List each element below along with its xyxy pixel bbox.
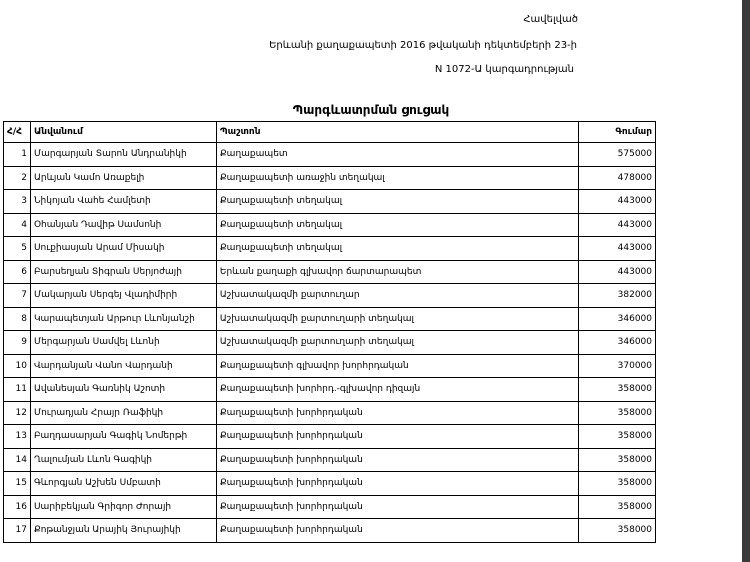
table-row [4,401,656,425]
viewer-background-edge [742,0,750,562]
row-amount: 358000 [579,401,656,425]
header-decree-number: N 1072-Ա կարգադրության [434,64,574,75]
row-amount: 358000 [579,425,656,449]
row-name: Արևյան Կամո Առաքելի [30,166,216,190]
row-position: Քաղաքապետի խորհրդական [216,495,578,519]
row-amount: 443000 [579,237,656,261]
row-position: Քաղաքապետի խորհրդական [216,519,578,543]
table-row [4,378,656,402]
table-row [4,143,656,167]
table-header-row [4,122,656,143]
table-row [4,495,656,519]
row-amount: 443000 [579,213,656,237]
row-amount: 382000 [579,284,656,308]
column-header-number: Հ/Հ [4,122,31,143]
column-header-amount: Գումար [579,122,656,143]
row-amount: 358000 [579,448,656,472]
row-number: 15 [4,472,31,496]
column-header-position: Պաշտոն [216,122,578,143]
row-amount: 358000 [579,378,656,402]
row-position: Քաղաքապետի գլխավոր խորհրդական [216,354,578,378]
row-number: 6 [4,260,31,284]
row-number: 12 [4,401,31,425]
table-row [4,190,656,214]
table-row [4,307,656,331]
row-amount: 370000 [579,354,656,378]
column-header-name: Անվանում [30,122,216,143]
table-row [4,519,656,543]
row-number: 16 [4,495,31,519]
table-row [4,448,656,472]
row-number: 7 [4,284,31,308]
row-amount: 358000 [579,472,656,496]
row-position: Քաղաքապետի խորհրդական [216,448,578,472]
row-amount: 346000 [579,307,656,331]
row-position: Քաղաքապետ [216,143,578,167]
row-name: Սարիբեկյան Գրիգոր Ժորայի [30,495,216,519]
row-name: Սուքիասյան Արամ Միսակի [30,237,216,261]
row-position: Քաղաքապետի տեղակալ [216,213,578,237]
row-position: Քաղաքապետի խորհրդական [216,401,578,425]
table-row [4,284,656,308]
row-amount: 443000 [579,260,656,284]
award-table [3,121,656,543]
row-amount: 358000 [579,495,656,519]
row-number: 11 [4,378,31,402]
row-number: 14 [4,448,31,472]
row-name: Վարդանյան Վանո Վարդանի [30,354,216,378]
row-name: Բարսեղյան Տիգրան Սերյոժայի [30,260,216,284]
row-position: Աշխատակազմի քարտուղարի տեղակալ [216,331,578,355]
row-name: Բաղդասարյան Գագիկ Նոմերթի [30,425,216,449]
row-name: Նիկոյան Վահե Համլետի [30,190,216,214]
row-number: 17 [4,519,31,543]
row-position: Քաղաքապետի խորհրդական [216,425,578,449]
row-position: Քաղաքապետի խորհրդ.-գլխավոր դիզայն [216,378,578,402]
table-row [4,237,656,261]
table-row [4,166,656,190]
row-number: 9 [4,331,31,355]
row-position: Քաղաքապետի տեղակալ [216,190,578,214]
row-amount: 443000 [579,190,656,214]
row-name: Ղալումյան Լևոն Գագիկի [30,448,216,472]
table-row [4,213,656,237]
header-decree-date: Երևանի քաղաքապետի 2016 թվականի դեկտեմբերի 23-ի [269,40,577,51]
row-position: Աշխատակազմի քարտուղարի տեղակալ [216,307,578,331]
row-position: Աշխատակազմի քարտուղար [216,284,578,308]
row-number: 2 [4,166,31,190]
row-position: Քաղաքապետի խորհրդական [216,472,578,496]
row-number: 13 [4,425,31,449]
row-name: Ավանեսյան Գառնիկ Աշոտի [30,378,216,402]
row-number: 1 [4,143,31,167]
row-amount: 478000 [579,166,656,190]
header-appendix: Հավելված [523,14,578,25]
row-position: Քաղաքապետի տեղակալ [216,237,578,261]
row-number: 3 [4,190,31,214]
table-row [4,472,656,496]
table-row [4,331,656,355]
row-name: Գևորգյան Աշխեն Սմբատի [30,472,216,496]
row-name: Քոթանջյան Արայիկ Յուրայիկի [30,519,216,543]
row-name: Մարգարյան Տարոն Անդրանիկի [30,143,216,167]
row-number: 4 [4,213,31,237]
table-row [4,425,656,449]
row-name: Օհանյան Դավիթ Սամսոնի [30,213,216,237]
page-title: Պարգևատրման ցուցակ [292,103,450,117]
row-number: 5 [4,237,31,261]
row-amount: 575000 [579,143,656,167]
row-name: Մուրադյան Հրայր Ռաֆիկի [30,401,216,425]
row-amount: 346000 [579,331,656,355]
row-position: Երևան քաղաքի գլխավոր ճարտարապետ [216,260,578,284]
table-row [4,260,656,284]
row-number: 10 [4,354,31,378]
row-name: Կարապետյան Արթուր Լևոնյանշի [30,307,216,331]
table-row [4,354,656,378]
row-number: 8 [4,307,31,331]
row-name: Մակարյան Սերգեյ Վլադիմիրի [30,284,216,308]
row-amount: 358000 [579,519,656,543]
row-name: Մերգարյան Սամվել Լևոնի [30,331,216,355]
row-position: Քաղաքապետի առաջին տեղակալ [216,166,578,190]
